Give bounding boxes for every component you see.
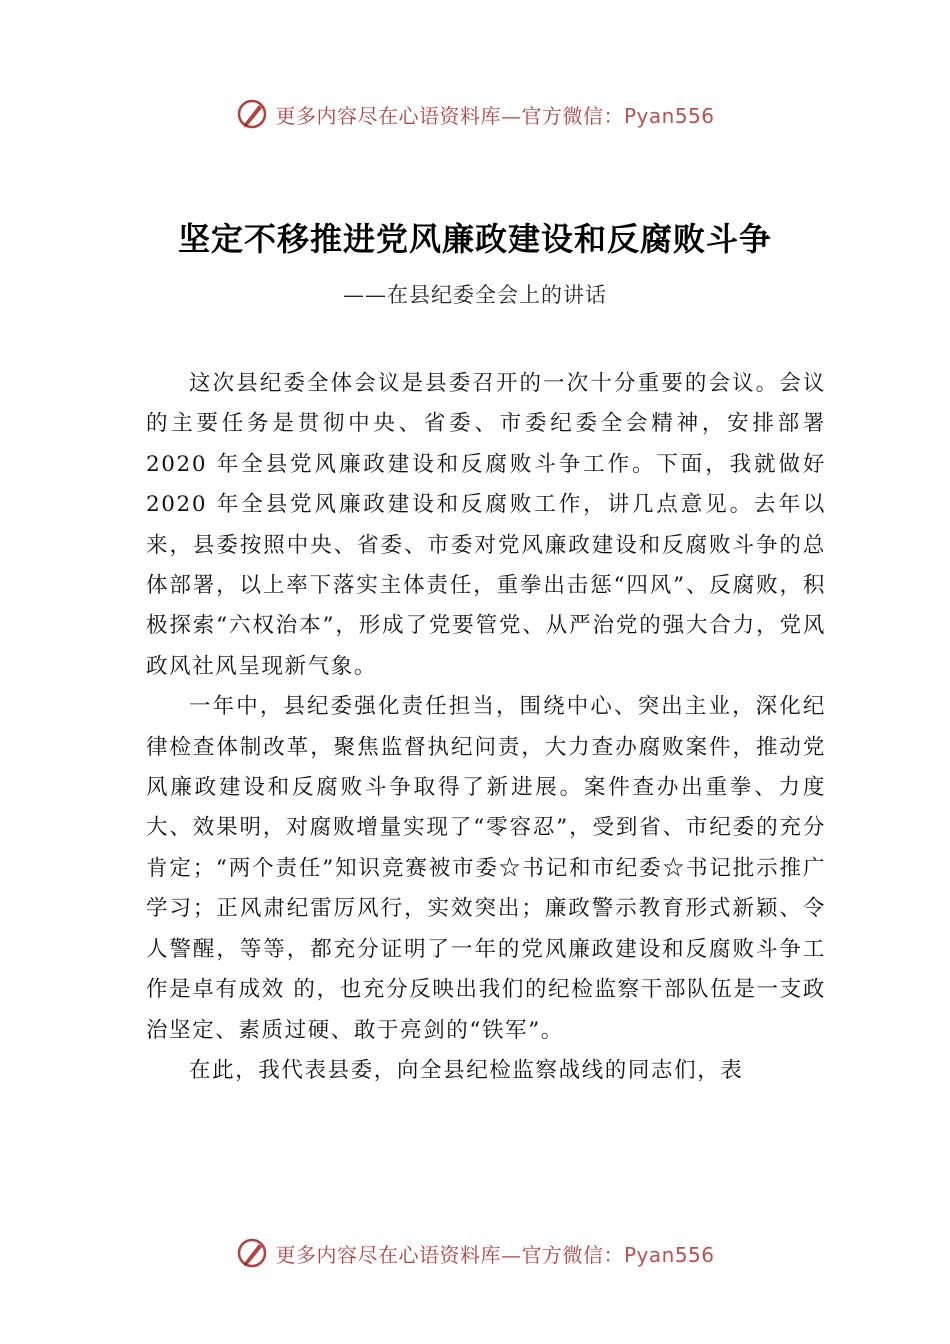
banner-wechat-id: Pyan556 bbox=[623, 1242, 715, 1267]
banner-text bbox=[275, 100, 714, 129]
header-banner bbox=[0, 94, 950, 134]
banner-text bbox=[275, 1239, 714, 1268]
banner-wechat-id: Pyan556 bbox=[623, 103, 715, 128]
document-body bbox=[146, 364, 826, 1091]
paragraph-3: 在此，我代表县委，向全县纪检监察战线的同志们，表 bbox=[189, 1057, 744, 1083]
document-subtitle: ——在县纪委全会上的讲话 bbox=[343, 283, 607, 307]
pen-logo-icon bbox=[235, 97, 269, 131]
footer-banner bbox=[0, 1233, 950, 1273]
document-title: 坚定不移推进党风廉政建设和反腐败斗争 bbox=[177, 220, 772, 258]
pen-logo-icon bbox=[235, 1236, 269, 1270]
banner-label: 更多内容尽在心语资料库—官方微信： bbox=[275, 103, 624, 128]
paragraph-1: 这次县纪委全体会议是县委召开的一次十分重要的会议。会议的主要任务是贯彻中央、省委、市委纪委全会精神，安排部署 2020 年全县党风廉政建设和反腐败斗争工作。下面，我就做好 2020 年全县党风廉政建设和反腐败工作，讲几点意见。去年以来，县委按照中央、省委、市委对党风廉政建设和反腐败斗争的总体部署，以上率下落实主体责任，重拳出击惩“四风”、反腐败，积极探索“六权治本”，形成了党要管党、从严治党的强大合力，党风政风社风呈现新气象。 bbox=[146, 371, 826, 679]
paragraph-2: 一年中，县纪委强化责任担当，围绕中心、突出主业，深化纪律检查体制改革，聚焦监督执纪问责，大力查办腐败案件，推动党风廉政建设和反腐败斗争取得了新进展。案件查办出重拳、力度大、效果明，对腐败增量实现了“零容忍”，受到省、市纪委的充分肯定；“两个责任”知识竞赛被市委☆书记和市纪委☆书记批示推广学习；正风肃纪雷厉风行，实效突出；廉政警示教育形式新颖、令人警醒，等等，都充分证明了一年的党风廉政建设和反腐败斗争工作是卓有成效 的，也充分反映出我们的纪检监察干部队伍是一支政治坚定、素质过硬、敢于亮剑的“铁军”。 bbox=[146, 694, 826, 1043]
banner-label: 更多内容尽在心语资料库—官方微信： bbox=[275, 1242, 624, 1267]
